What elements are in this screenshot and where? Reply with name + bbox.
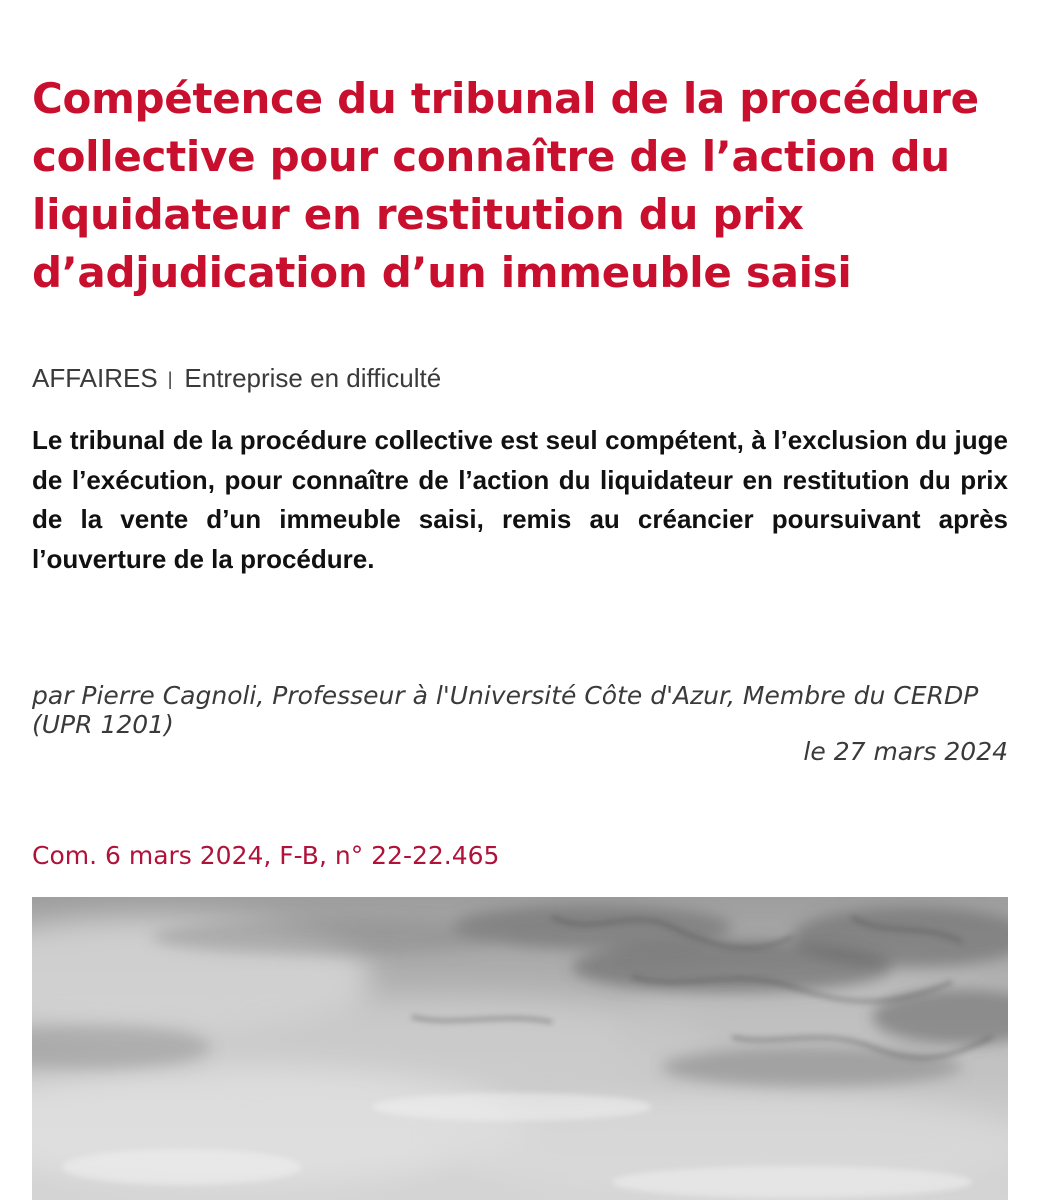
category-separator: |	[167, 369, 173, 389]
category-topic[interactable]: Entreprise en difficulté	[184, 363, 442, 393]
article-date: le 27 mars 2024	[803, 737, 1008, 766]
cloud-image-icon	[32, 897, 1008, 1200]
case-reference[interactable]: Com. 6 mars 2024, F-B, n° 22-22.465	[32, 841, 500, 870]
category-section[interactable]: AFFAIRES	[32, 363, 158, 393]
article-title: Compétence du tribunal de la procédure collective pour connaître de l’action du liquidateur en restitution du prix d’adjudication d’un immeuble saisi	[32, 74, 979, 297]
cloudy-sky-photo	[32, 897, 1008, 1200]
article-abstract: Le tribunal de la procédure collective est seul compétent, à l’exclusion du juge de l’exécution, pour connaître de l’action du liquidateur en restitution du prix de la vente d’un immeuble saisi, remis au créancier poursuivant après l’ouverture de la procédure.	[32, 425, 1008, 574]
article-author: par Pierre Cagnoli, Professeur à l'Université Côte d'Azur, Membre du CERDP (UPR 1201)	[32, 681, 979, 739]
article-category	[32, 362, 441, 395]
